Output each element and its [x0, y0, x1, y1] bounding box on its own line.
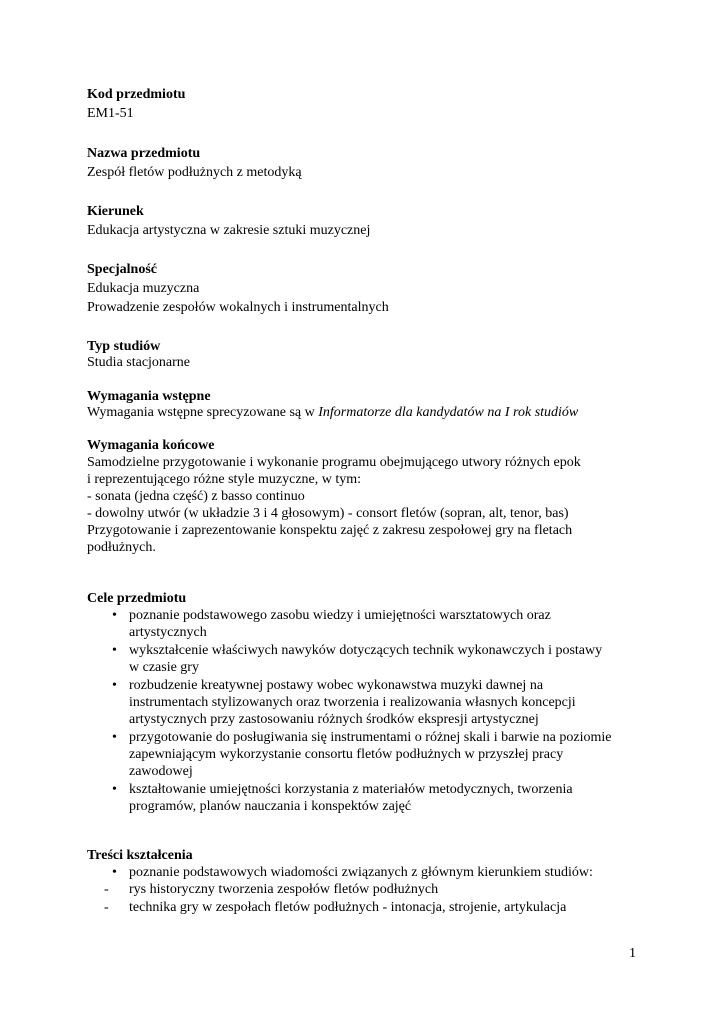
- bullet-marker: •: [112, 782, 117, 797]
- tresci-dash-item: rys historyczny tworzenia zespołów fletów podłużnych: [129, 882, 439, 897]
- specjalnosc-line: Prowadzenie zespołów wokalnych i instrumentalnych: [87, 300, 389, 315]
- wymagania-koncowe-heading: Wymagania końcowe: [87, 438, 215, 453]
- cele-item-line: wykształcenie właściwych nawyków dotyczących technik wykonawczych i postawy: [129, 643, 603, 658]
- cele-item-line: artystycznych przy zastosowaniu różnych środków ekspresji artystycznej: [129, 712, 539, 727]
- typ-value: Studia stacjonarne: [87, 355, 191, 370]
- wymagania-koncowe-line: i reprezentującego różne style muzyczne, w tym:: [87, 472, 362, 487]
- typ-heading: Typ studiów: [87, 339, 161, 354]
- nazwa-value: Zespół fletów podłużnych z metodyką: [87, 165, 302, 180]
- kierunek-value: Edukacja artystyczna w zakresie sztuki muzycznej: [87, 223, 371, 238]
- specjalnosc-line: Edukacja muzyczna: [87, 281, 200, 296]
- wymagania-wstepne-italic: Informatorze dla kandydatów na I rok studiów: [318, 405, 579, 420]
- specjalnosc-heading: Specjalność: [87, 262, 157, 277]
- wymagania-koncowe-line: - dowolny utwór (w układzie 3 i 4 głosowym) - consort fletów (sopran, alt, tenor, bas): [87, 506, 569, 521]
- wymagania-koncowe-line: Przygotowanie i zaprezentowanie konspektu zajęć z zakresu zespołowej gry na fletach: [87, 523, 573, 538]
- cele-item-line: zapewniającym wykorzystanie consortu fletów podłużnych w przyszłej pracy: [129, 747, 564, 762]
- wymagania-koncowe-line: Samodzielne przygotowanie i wykonanie programu obejmującego utwory różnych epok: [87, 455, 581, 470]
- wymagania-wstepne-heading: Wymagania wstępne: [87, 389, 211, 404]
- page-number: 1: [629, 946, 636, 961]
- kod-heading: Kod przedmiotu: [87, 87, 186, 102]
- cele-item-line: przygotowanie do posługiwania się instrumentami o różnej skali i barwie na poziomie: [129, 730, 612, 745]
- bullet-marker: •: [112, 678, 117, 693]
- wymagania-wstepne-text: [87, 404, 578, 421]
- kod-value: EM1-51: [87, 106, 134, 121]
- cele-item-line: artystycznych: [129, 625, 207, 640]
- wymagania-koncowe-line: podłużnych.: [87, 540, 156, 555]
- cele-item-line: instrumentach stylizowanych oraz tworzenia i realizowania własnych koncepcji: [129, 695, 576, 710]
- nazwa-heading: Nazwa przedmiotu: [87, 146, 201, 161]
- tresci-heading: Treści kształcenia: [87, 848, 193, 863]
- tresci-item: poznanie podstawowych wiadomości związanych z głównym kierunkiem studiów:: [129, 865, 593, 880]
- bullet-marker: •: [112, 730, 117, 745]
- bullet-marker: •: [112, 643, 117, 658]
- cele-item-line: kształtowanie umiejętności korzystania z materiałów metodycznych, tworzenia: [129, 782, 573, 797]
- cele-item-line: programów, planów nauczania i konspektów zajęć: [129, 799, 412, 814]
- bullet-marker: •: [112, 608, 117, 623]
- cele-item-line: poznanie podstawowego zasobu wiedzy i umiejętności warsztatowych oraz: [129, 608, 551, 623]
- dash-marker: -: [104, 882, 109, 897]
- dash-marker: -: [104, 900, 109, 915]
- tresci-dash-item: technika gry w zespołach fletów podłużnych - intonacja, strojenie, artykulacja: [129, 900, 567, 915]
- wymagania-wstepne-plain: Wymagania wstępne sprecyzowane są w: [87, 405, 319, 420]
- bullet-marker: •: [112, 865, 117, 880]
- wymagania-koncowe-line: - sonata (jedna część) z basso continuo: [87, 489, 305, 504]
- cele-item-line: w czasie gry: [129, 660, 199, 675]
- cele-heading: Cele przedmiotu: [87, 591, 187, 606]
- cele-item-line: rozbudzenie kreatywnej postawy wobec wykonawstwa muzyki dawnej na: [129, 678, 544, 693]
- kierunek-heading: Kierunek: [87, 204, 144, 219]
- cele-item-line: zawodowej: [129, 764, 193, 779]
